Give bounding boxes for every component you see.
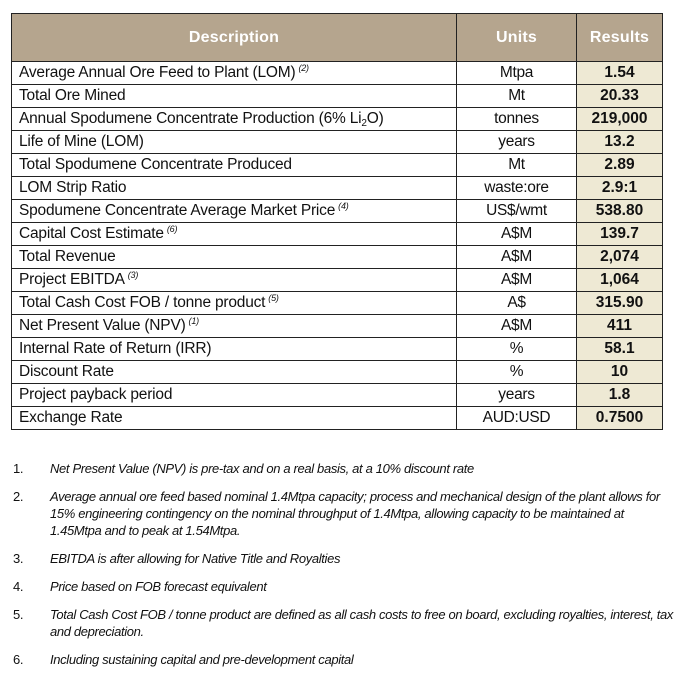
row-units: years (457, 384, 577, 407)
footnote-number: 4. (13, 579, 24, 594)
row-units: % (457, 361, 577, 384)
row-description (12, 154, 457, 177)
table-row (12, 407, 663, 430)
row-units: waste:ore (457, 177, 577, 200)
table-row (12, 338, 663, 361)
footnote-text: Net Present Value (NPV) is pre-tax and on a real basis, at a 10% discount rate (50, 461, 474, 476)
description-text: Life of Mine (LOM) (19, 133, 144, 150)
footnote-item (13, 550, 678, 567)
table-row (12, 62, 663, 85)
footnote-reference: (1) (188, 316, 199, 326)
description-text: Project EBITDA (19, 271, 125, 288)
footnote-number: 2. (13, 489, 24, 504)
footnote-reference: (3) (127, 270, 139, 280)
table-header (12, 14, 663, 62)
table-row (12, 177, 663, 200)
table-row (12, 246, 663, 269)
table-row (12, 154, 663, 177)
table-row (12, 384, 663, 407)
row-description (12, 315, 457, 338)
row-result: 58.1 (577, 338, 663, 361)
table-row (12, 269, 663, 292)
footnote-text: Average annual ore feed based nominal 1.4Mtpa capacity; process and mechanical design of the plant allows for 15% engineering contingency on the nominal throughput of 1.4Mtpa, allowing capacity to be maintained at 1.45Mtpa and to peak at 1.54Mtpa. (50, 489, 660, 538)
row-result: 0.7500 (577, 407, 663, 430)
description-text: Total Cash Cost FOB / tonne product (19, 294, 266, 311)
footnote-number: 1. (13, 461, 24, 476)
row-units: A$ (457, 292, 577, 315)
description-text: Discount Rate (19, 363, 114, 380)
row-result: 315.90 (577, 292, 663, 315)
table-row (12, 223, 663, 246)
table-body (12, 62, 663, 430)
footnote-reference: (4) (338, 201, 349, 211)
footnote-reference: (5) (268, 293, 279, 303)
row-units: A$M (457, 223, 577, 246)
footnote-number: 3. (13, 551, 24, 566)
description-text: Internal Rate of Return (IRR) (19, 340, 212, 357)
footnote-item (13, 651, 678, 668)
row-result: 411 (577, 315, 663, 338)
row-units: Mt (457, 85, 577, 108)
footnote-number: 6. (13, 652, 24, 667)
row-description (12, 246, 457, 269)
row-result: 20.33 (577, 85, 663, 108)
row-description (12, 338, 457, 361)
footnote-item (13, 488, 678, 539)
row-description (12, 269, 457, 292)
footnote-text: Price based on FOB forecast equivalent (50, 579, 267, 594)
row-result: 2.9:1 (577, 177, 663, 200)
row-description (12, 85, 457, 108)
footnote-number: 5. (13, 607, 24, 622)
row-result: 10 (577, 361, 663, 384)
row-units: tonnes (457, 108, 577, 131)
footnote-item (13, 606, 678, 640)
table-row (12, 108, 663, 131)
row-units: years (457, 131, 577, 154)
results-column-header: Results (577, 14, 663, 62)
table-header-row (12, 14, 663, 62)
row-units: Mtpa (457, 62, 577, 85)
row-result: 2,074 (577, 246, 663, 269)
description-text: Project payback period (19, 386, 173, 403)
description-text: Exchange Rate (19, 409, 123, 426)
description-suffix: O) (366, 110, 384, 127)
table-row (12, 200, 663, 223)
footnote-reference: (2) (298, 63, 309, 73)
table-row (12, 85, 663, 108)
footnote-text: Total Cash Cost FOB / tonne product are defined as all cash costs to free on board, excluding royalties, interest, tax and depreciation. (50, 607, 674, 639)
row-description (12, 177, 457, 200)
description-text: Capital Cost Estimate (19, 225, 164, 242)
chemical-subscript: 2 (361, 118, 367, 129)
row-units: Mt (457, 154, 577, 177)
table-row (12, 315, 663, 338)
row-result: 538.80 (577, 200, 663, 223)
row-result: 1.8 (577, 384, 663, 407)
footnote-item (13, 460, 678, 477)
table-row (12, 292, 663, 315)
footnote-text: Including sustaining capital and pre-development capital (50, 652, 354, 667)
row-description (12, 223, 457, 246)
row-description (12, 200, 457, 223)
description-text: Annual Spodumene Concentrate Production (6% Li (19, 110, 362, 127)
row-description (12, 292, 457, 315)
table-row (12, 131, 663, 154)
row-units: A$M (457, 269, 577, 292)
row-units: US$/wmt (457, 200, 577, 223)
description-text: LOM Strip Ratio (19, 179, 127, 196)
project-results-table (11, 13, 663, 430)
table-row (12, 361, 663, 384)
description-text: Spodumene Concentrate Average Market Price (19, 202, 336, 219)
description-column-header: Description (12, 14, 457, 62)
footnotes-list (13, 460, 678, 679)
description-text: Total Ore Mined (19, 87, 126, 104)
row-result: 1.54 (577, 62, 663, 85)
row-description (12, 62, 457, 85)
row-result: 1,064 (577, 269, 663, 292)
row-description (12, 131, 457, 154)
row-description (12, 108, 457, 131)
row-description (12, 384, 457, 407)
footnote-text: EBITDA is after allowing for Native Title and Royalties (50, 551, 341, 566)
row-result: 139.7 (577, 223, 663, 246)
row-result: 219,000 (577, 108, 663, 131)
row-result: 2.89 (577, 154, 663, 177)
description-text: Average Annual Ore Feed to Plant (LOM) (19, 64, 296, 81)
row-units: % (457, 338, 577, 361)
units-column-header: Units (457, 14, 577, 62)
row-units: AUD:USD (457, 407, 577, 430)
row-description (12, 361, 457, 384)
description-text: Net Present Value (NPV) (19, 317, 186, 334)
description-text: Total Revenue (19, 248, 116, 265)
row-units: A$M (457, 246, 577, 269)
row-units: A$M (457, 315, 577, 338)
description-text: Total Spodumene Concentrate Produced (19, 156, 292, 173)
row-description (12, 407, 457, 430)
footnote-item (13, 578, 678, 595)
footnote-reference: (6) (166, 224, 178, 234)
row-result: 13.2 (577, 131, 663, 154)
